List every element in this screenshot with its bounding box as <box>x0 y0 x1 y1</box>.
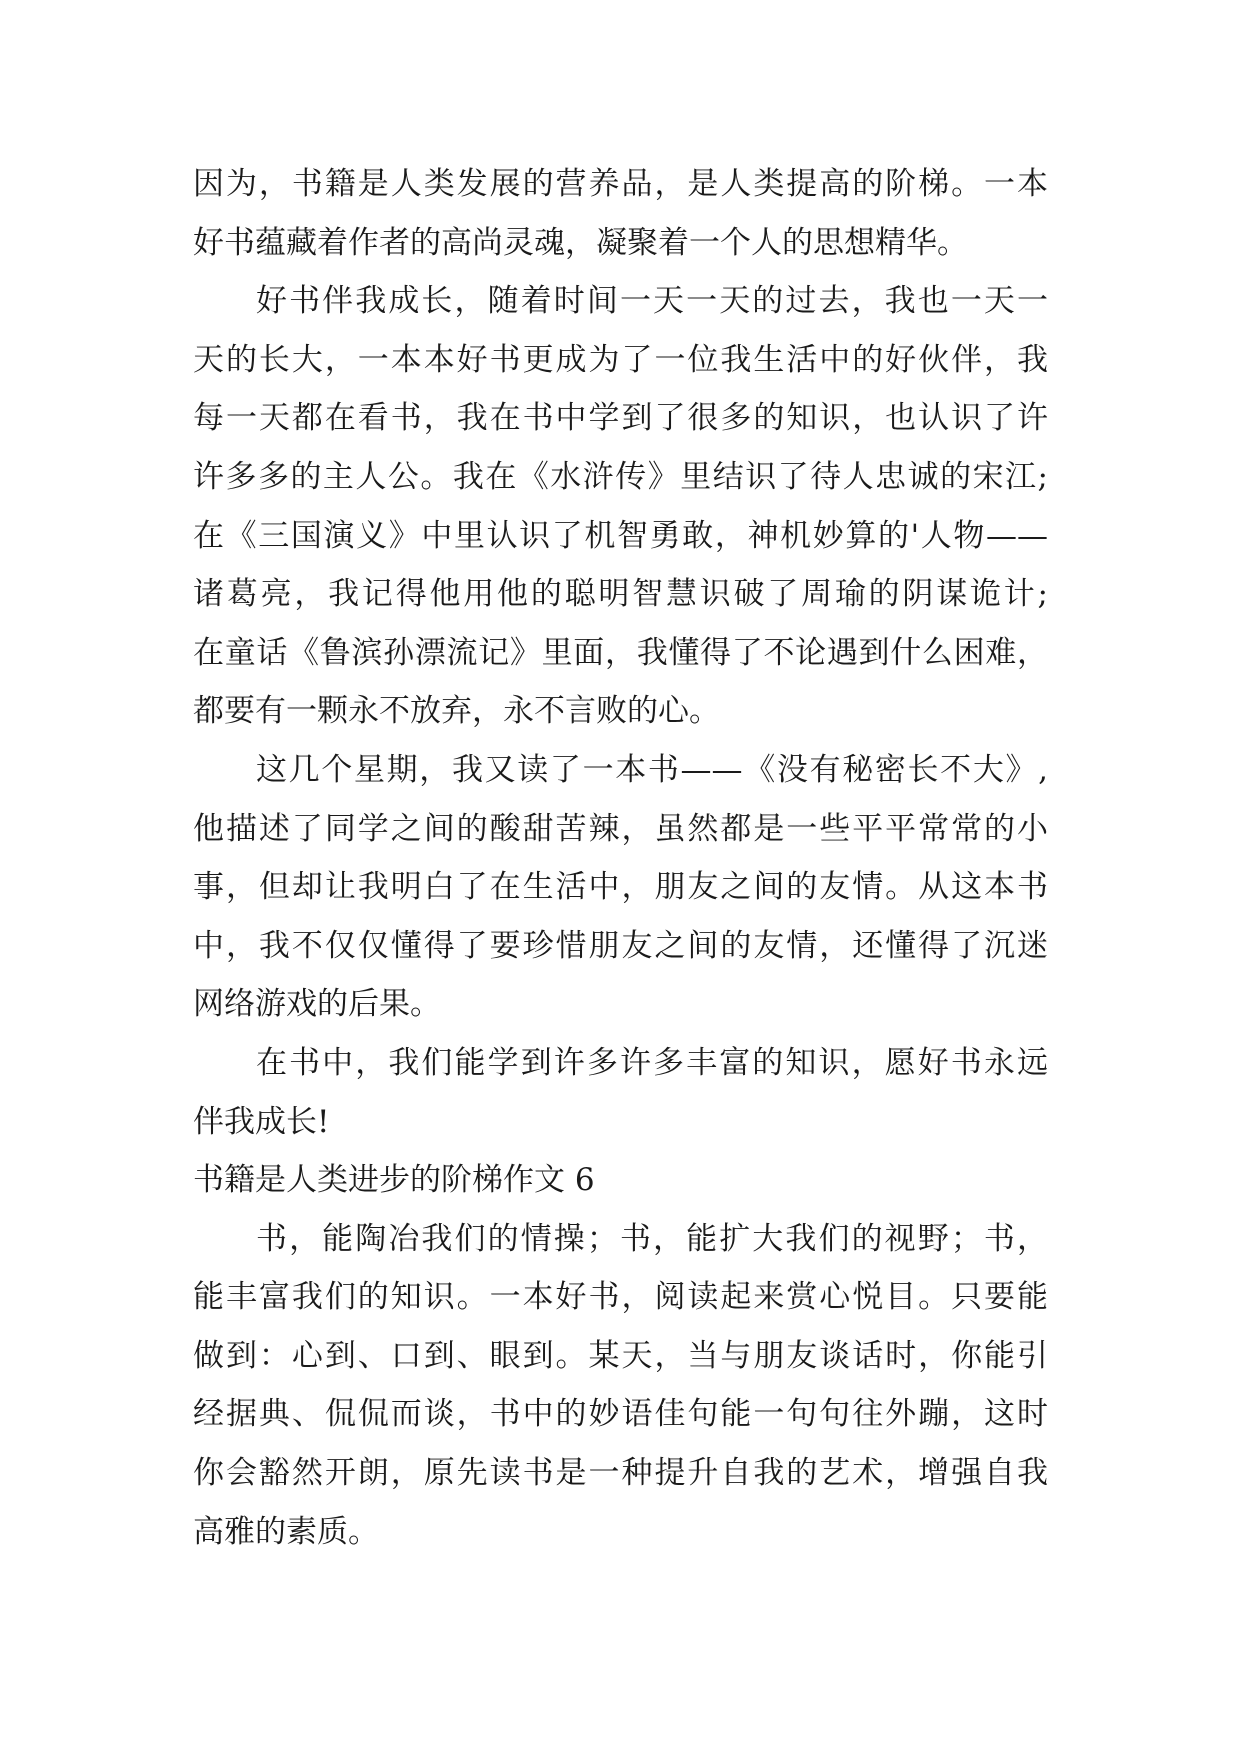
text-line: 好书蕴藏着作者的高尚灵魂，凝聚着一个人的思想精华。 <box>193 224 968 261</box>
text-line: 能丰富我们的知识。一本好书，阅读起来赏心悦目。只要能 <box>193 1279 1048 1316</box>
text-line: 在《三国演义》中里认识了机智勇敢，神机妙算的'人物—— <box>193 517 1048 554</box>
text-line: 你会豁然开朗，原先读书是一种提升自我的艺术，增强自我 <box>193 1455 1048 1492</box>
text-line: 许多多的主人公。我在《水浒传》里结识了待人忠诚的宋江; <box>193 458 1048 495</box>
text-line: 都要有一颗永不放弃，永不言败的心。 <box>193 693 720 730</box>
document-body <box>193 155 1048 1561</box>
paragraph-first-line: 好书伴我成长，随着时间一天一天的过去，我也一天一 <box>256 283 1048 320</box>
text-line: 网络游戏的后果。 <box>193 986 441 1023</box>
section-heading: 书籍是人类进步的阶梯作文 6 <box>193 1162 595 1199</box>
text-line: 经据典、侃侃而谈，书中的妙语佳句能一句句往外蹦，这时 <box>193 1396 1048 1433</box>
text-line: 在童话《鲁滨孙漂流记》里面，我懂得了不论遇到什么困难， <box>193 634 1048 671</box>
text-line: 诸葛亮，我记得他用他的聪明智慧识破了周瑜的阴谋诡计; <box>193 576 1048 613</box>
text-line: 天的长大，一本本好书更成为了一位我生活中的好伙伴，我 <box>193 341 1048 378</box>
paragraph-first-line: 这几个星期，我又读了一本书——《没有秘密长不大》, <box>256 751 1048 788</box>
text-line: 他描述了同学之间的酸甜苦辣，虽然都是一些平平常常的小 <box>193 810 1048 847</box>
text-line: 事，但却让我明白了在生活中，朋友之间的友情。从这本书 <box>193 869 1048 906</box>
text-line: 中，我不仅仅懂得了要珍惜朋友之间的友情，还懂得了沉迷 <box>193 927 1048 964</box>
paragraph-first-line: 书，能陶冶我们的情操；书，能扩大我们的视野；书， <box>256 1220 1048 1257</box>
text-line: 伴我成长! <box>193 1103 330 1140</box>
text-line: 做到：心到、口到、眼到。某天，当与朋友谈话时，你能引 <box>193 1337 1048 1374</box>
text-line: 因为，书籍是人类发展的营养品，是人类提高的阶梯。一本 <box>193 166 1048 202</box>
paragraph-first-line: 在书中，我们能学到许多许多丰富的知识，愿好书永远 <box>256 1044 1048 1081</box>
text-line: 每一天都在看书，我在书中学到了很多的知识，也认识了许 <box>193 400 1048 437</box>
text-line: 高雅的素质。 <box>193 1513 379 1550</box>
